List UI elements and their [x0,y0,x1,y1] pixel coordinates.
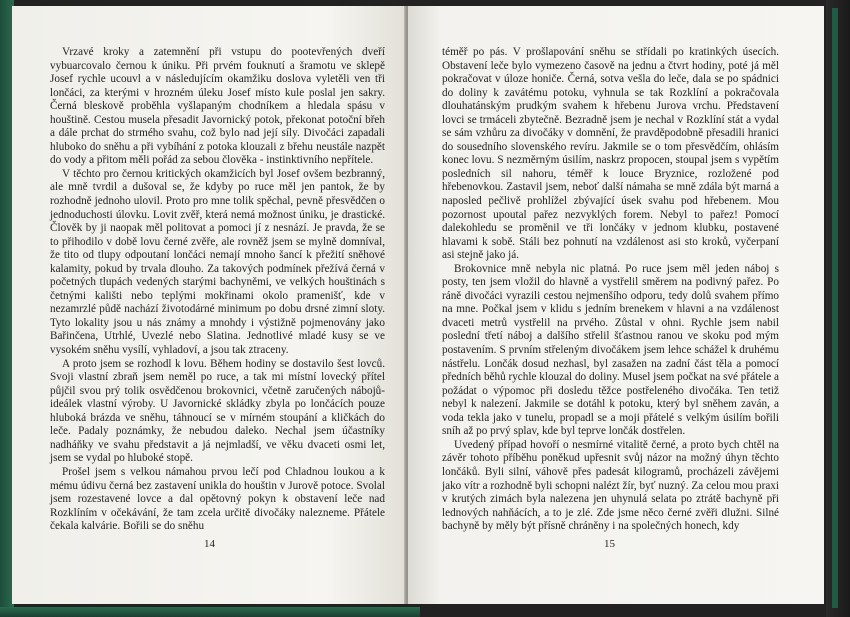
left-paragraph-1: Vrzavé kroky a zatemnění při vstupu do pootevřených dveří vybuarcovalo černou k úniku. Při prvém fouknutí a šramotu ve sklepě Josef rychle ucouvl a v následujícím okamžiku doslova vyletěli ven tři lončáci, za kterými v hrozném úleku Josef místo kule poslal jen sakry. Černá bleskově proběhla vyšlapaným chodníkem a hledala spásu v houštině. Cestou musela přesadit Javornický potok, překonat potoční břeh a dále prchat do strmého svahu, což bylo nad její síly. Divočáci zapadali hluboko do sněhu a při vybíhání z potoka klouzali z břehu neustále nazpět do vody a přitom měli pořád za sebou člověka - instinktivního nepřítele. [50,46,385,167]
book-cover-bottom-edge [0,607,420,617]
left-page-number: 14 [204,538,215,550]
book-cover-right-strip [832,8,838,608]
left-paragraph-2: V těchto pro černou kritických okamžicích byl Josef ovšem bezbranný, ale mně tvrdil a dušoval se, že kdyby po ruce měl jen pantok, že by rozhodně jednoho ulovil. Proto pro mne tolik spěchal, pevně přesvědčen o jednoduchosti úlovku. Lovit zvěř, která nemá možnost úniku, je drastické. Člověk by ji naopak měl politovat a pomoci jí z nesnází. Je pravda, že se to přihodilo v době lovu černé zvěře, ale rovněž jsem se mylně domníval, že tito od tlupy odpoutaní lončáci nemají mnoho šancí k přežití sněhové kalamity, pokud by trvala dlouho. Za takových podmínek přežívá černá v početných tlupách vedených starými bachyněmi, ve velkých houštinách s četnými kališti nebo teplými mokřinami okolo pramenišť, kde v nezamrzlé půdě nachází životodárné minimum po dobu drsné zimní sloty. Tyto lokality jsou u nás známy a mnohdy i výstižně pojmenovány jako Bařinčena, Utrhlé, Uvezlé nebo Slatina. Jednotlivé mladé kusy se ve vysokém sněhu vysílí, vyhladoví, a jsou tak ztraceny. [50,167,385,357]
left-paragraph-4: Prošel jsem s velkou námahou prvou lečí pod Chladnou loukou a k mému údivu černá bez zastavení unikla do houštin v Jurově potoce. Svolal jsem rozestavené lovce a dal opětovný pokyn k obstavení leče nad Rozklíním v očekávání, že tam zcela určitě divočáky nalezneme. Přátele čekala kalvárie. Bořili se do sněhu [50,465,385,533]
left-page-text [50,46,385,534]
right-page-text [442,46,779,534]
right-paragraph-2: Brokovnice mně nebyla nic platná. Po ruce jsem měl jeden náboj s posty, ten jsem vložil do hlavně a vystřelil směrem na podivný pařez. Po ráně divočáci vyrazili cestou nejmenšího odporu, tedy dolů svahem přímo na mne. Počkal jsem v klidu s jedním brenekem v hlavni a na vzdálenost dvaceti metrů vystřelil na prvého. Zůstal v ohni. Rychle jsem nabil poslední třetí náboj a dalšího střelil šťastnou ranou ve skoku pod mým postavením. S prvním střeleným divočákem jsem lehce schážel k druhému nástřelu. Lončák dosud nezhasl, byl zasažen na zadní část těla a pomocí předních běhů rychle klouzal do doliny. Musel jsem počkat na své přátele a požádat o výpomoc při dosledu těžce postřeleného divočáka. Ten tetiž nebyl k nalezení. Jakmile se dotáhl k potoku, který byl sněhem zaván, a voda tekla jako v tunelu, propadl se a moji přátelé s velkým úsilím bořili sníh až po prvý splav, kde byl teprve lončák dostřelen. [442,262,779,438]
right-paragraph-3: Uvedený případ hovoří o nesmírné vitalitě černé, a proto bych chtěl na závěr tohoto příběhu poněkud upřesnit svůj názor na možný úhyn těchto lončáků. Byli silní, váhově přes padesát kilogramů, procházeli závějemi jako vítr a rozhodně byli schopni nalézt žír, byť nuzný. Za celou mou praxi v krutých zimách byla nalezena jen uhynulá selata po ztrátě bachyně při lednových nahňácích, a to je zlé. Zde jsme něco černé zvěři dlužni. Silné bachyně by měly být přísně chráněny i na společných honech, kdy [442,438,779,533]
left-page [12,6,406,604]
right-paragraph-1: téměř po pás. V prošlapování sněhu se střídali po kratinkých úsecích. Obstavení leče bylo vymezeno časově na jednu a čtvrt hodiny, poté já měl pokračovat v úloze honiče. Černá, sotva vešla do leče, dala se po spádnici do doliny k zavátému potoku, vyhnula se tak Rozklíní a pokračovala dlouhatánským prudkým svahem k hřebenu Jurova vrchu. Představení lovci se trmáceli zbytečně. Bezradně jsem je nechal v Rozklíní stát a vydal se sám vzhůru za divočáky v domnění, že pravděpodobně přesadili hranici do sousedního slovenského revíru. Jakmile se o tom přesvědčím, ohlásím konec lovu. S nezměrným úsilím, naskrz propocen, stoupal jsem s vypětím posledních sil nahoru, téměř k louce Bryznice, rozložené pod hřebenovkou. Zastavil jsem, neboť další námaha se mně zdála být marná a naposled pečlivě prohlížel zbývající úsek svahu pod hřebenem. Mou pozornost upoutal pařez nezvyklých forem. Nebyl to pařez! Pomocí dalekohledu se proměnil ve tři lončáky v jednom klubku, postavené hlavami k sobě. Stáli bez pohnutí na vzdálenost asi sto kroků, vyčerpaní asi stejně jako já. [442,46,779,262]
book-cover-right-edge [826,0,850,617]
right-page [408,6,824,604]
right-page-number: 15 [604,538,615,550]
left-paragraph-3: A proto jsem se rozhodl k lovu. Během hodiny se dostavilo šest lovců. Svoji vlastní zbraň jsem neměl po ruce, a tak mi místní lovecký přítel půjčil svou prý tolik osvědčenou brokovnici, včetně zaručených nábojů- ideálek vlastní výroby. U Javornické skládky zbyla po lončácích pouze hluboká brázda ve sněhu, táhnoucí se v mírném stoupání a kličkách do leče. Padaly poznámky, že nebudou daleko. Nechal jsem účastníky nadháňky ve svahu představit a já nejmladší, ve věku dvaceti osmi let, jsem se vydal po hluboké stopě. [50,357,385,465]
